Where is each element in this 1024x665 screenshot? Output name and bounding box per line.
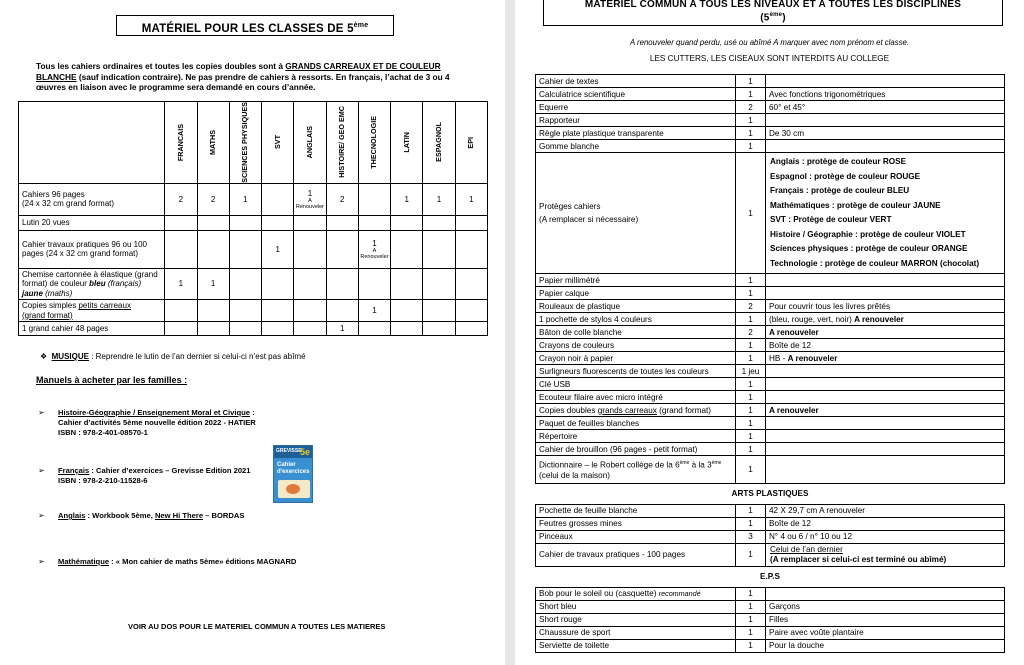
subject-header: FRANCAIS [165,102,197,184]
table-cell: 1 [262,230,294,268]
supply-qty: 1 [736,88,766,101]
subject-header: SVT [262,102,294,184]
see-back-note: VOIR AU DOS POUR LE MATERIEL COMMUN A TOUTES LES MATIERES [128,622,386,631]
supply-name: Règle plate plastique transparente [536,127,736,140]
supply-row [536,517,1005,530]
supply-note [766,443,1005,456]
protege-color-line: Français : protège de couleur BLEU [770,186,910,195]
table-cell [423,322,455,336]
table-cell [358,268,390,300]
supply-qty: 1 [736,600,766,613]
common-supplies-table [535,74,1005,653]
table-cell [262,300,294,322]
supply-name: Dictionnaire – le Robert collège de la 6ème à la 3ème (celui de la maison) [536,456,736,484]
supply-name: Paquet de feuilles blanches [536,417,736,430]
supply-row [536,88,1005,101]
supply-row [536,365,1005,378]
book-item-maths: ➢ Mathématique : « Mon cahier de maths 5ème» éditions MAGNARD [38,557,297,566]
supply-name: Equerre [536,101,736,114]
protege-color-line: Histoire / Géographie : protège de couleur VIOLET [770,229,966,239]
supply-note [766,456,1005,484]
table-cell [326,230,358,268]
supply-qty: 1 [736,274,766,287]
supply-qty: 1 [736,639,766,652]
table-cell [391,322,423,336]
supply-row [536,391,1005,404]
supply-name: Copies doubles grands carreaux (grand format) [536,404,736,417]
supply-note: N° 4 ou 6 / n° 10 ou 12 [766,530,1005,543]
book-item-francais: ➢ Français : Cahier d’exercices – Grevisse Edition 2021 ISBN : 978-2-210-11528-6 [38,466,251,485]
supply-qty: 1 [736,391,766,404]
table-cell: 1 [423,183,455,215]
table-cell [294,215,326,230]
supply-name: Pochette de feuille blanche [536,504,736,517]
table-cell [455,268,487,300]
section-heading: ARTS PLASTIQUES [536,483,1005,504]
supply-note: A renouveler [766,326,1005,339]
right-page [515,0,1024,665]
supply-note: HB - A renouveler [766,352,1005,365]
subject-header: EPI [455,102,487,184]
supply-name: Papier calque [536,287,736,300]
supply-name: Protèges cahiers (A remplacer si nécessaire) [536,153,736,274]
supply-row [536,456,1005,484]
supply-name: Gomme blanche [536,140,736,153]
forbidden-warning: LES CUTTERS, LES CISEAUX SONT INTERDITS AU COLLEGE [649,54,890,63]
supply-name: Rouleaux de plastique [536,300,736,313]
manuels-heading: Manuels à acheter par les familles : [36,375,188,385]
supply-qty: 1 [736,153,766,274]
supply-note [766,75,1005,88]
supply-note: Celui de l’an dernier (A remplacer si celui-ci est terminé ou abîmé) [766,543,1005,566]
supply-note [766,274,1005,287]
supply-qty: 1 [736,313,766,326]
supply-row [536,339,1005,352]
supply-name: Bâton de colle blanche [536,326,736,339]
supply-row [536,75,1005,88]
supply-qty: 1 [736,140,766,153]
supply-name: Serviette de toilette [536,639,736,652]
arrow-bullet-icon: ➢ [38,511,45,520]
table-cell [455,230,487,268]
supply-row [536,313,1005,326]
table-cell [326,215,358,230]
table-cell [294,268,326,300]
supply-row [536,430,1005,443]
intro-paragraph: Tous les cahiers ordinaires et toutes les copies doubles sont à GRANDS CARREAUX ET DE COULEUR BLANCHE (sauf indication contraire). Ne pas prendre de cahiers à ressorts. En français, l’achat de 3 ou 4 œuvres en liaison avec le programme sera demandé en cours d’année. [36,61,450,92]
table-cell: 1 [165,268,197,300]
subject-header: THECNOLOGIE [358,102,390,184]
supply-name: Crayons de couleurs [536,339,736,352]
table-row-label: Chemise cartonnée à élastique (grand format) de couleur bleu (français) jaune (maths) [19,268,165,300]
table-cell: 1 [455,183,487,215]
supply-qty: 1 [736,430,766,443]
table-cell [455,300,487,322]
table-row-label: 1 grand cahier 48 pages [19,322,165,336]
book-item-anglais: ➢ Anglais : Workbook 5ème, New Hi There – BORDAS [38,511,245,520]
table-cell [262,322,294,336]
supply-qty: 1 [736,456,766,484]
protege-color-line: Espagnol : protège de couleur ROUGE [770,171,921,181]
supply-qty: 1 [736,75,766,88]
table-cell [165,322,197,336]
supply-name: Ecouteur filaire avec micro intégré [536,391,736,404]
table-cell [262,183,294,215]
supply-note: Pour couvrir tous les livres prêtés [766,300,1005,313]
subject-header: SCIENCES PHYSIQUES [229,102,261,184]
table-cell: 1 [326,322,358,336]
table-corner-cell [19,102,165,184]
table-row-label: Copies simples petits carreaux (grand format) [19,300,165,322]
table-cell [262,215,294,230]
supply-qty: 2 [736,326,766,339]
protege-color-line: SVT : Protège de couleur VERT [770,215,892,224]
table-cell [229,300,261,322]
supply-note: A renouveler [766,404,1005,417]
table-row-label: Cahiers 96 pages (24 x 32 cm grand format) [19,183,165,215]
supply-row [536,404,1005,417]
supply-row [536,626,1005,639]
supply-name: Clé USB [536,378,736,391]
supply-name: Surligneurs fluorescents de toutes les couleurs [536,365,736,378]
supply-note: Boîte de 12 [766,339,1005,352]
protege-color-line: Anglais : protège de couleur ROSE [770,157,907,166]
supply-name: Pinceaux [536,530,736,543]
supply-note [766,430,1005,443]
supply-row [536,287,1005,300]
supply-row [536,114,1005,127]
supply-name: Crayon noir à papier [536,352,736,365]
supply-name: Chaussure de sport [536,626,736,639]
table-cell: 2 [165,183,197,215]
supply-name: Calculatrice scientifique [536,88,736,101]
supply-name: Short bleu [536,600,736,613]
section-eps [536,566,1005,587]
section-arts [536,483,1005,504]
supply-note: Avec fonctions trigonométriques [766,88,1005,101]
supply-row [536,326,1005,339]
protege-color-line: Technologie : protège de couleur MARRON (chocolat) [770,258,980,268]
supply-qty: 1 [736,417,766,430]
supply-name: Répertoire [536,430,736,443]
subject-header: ANGLAIS [294,102,326,184]
table-cell: 1 [197,268,229,300]
table-cell [294,322,326,336]
supply-row [536,587,1005,600]
supply-qty: 1 [736,352,766,365]
supply-row [536,443,1005,456]
supply-note: De 30 cm [766,127,1005,140]
table-cell: 2 [197,183,229,215]
supply-row [536,504,1005,517]
table-cell [391,230,423,268]
table-cell [165,215,197,230]
supply-qty: 1 [736,127,766,140]
table-cell [262,268,294,300]
supply-note [766,378,1005,391]
table-cell [326,268,358,300]
supply-row [536,274,1005,287]
supply-name: Cahier de travaux pratiques - 100 pages [536,543,736,566]
table-cell [423,268,455,300]
supply-qty: 1 [736,443,766,456]
supply-note: (bleu, rouge, vert, noir) A renouveler [766,313,1005,326]
supply-qty: 1 [736,543,766,566]
supply-qty: 3 [736,530,766,543]
supply-note [766,140,1005,153]
arrow-bullet-icon: ➢ [38,408,45,417]
supply-name: Cahier de brouillon (96 pages - petit format) [536,443,736,456]
section-heading: E.P.S [536,566,1005,587]
supply-note [766,365,1005,378]
supply-name: Feutres grosses mines [536,517,736,530]
diamond-bullet-icon: ❖ [40,352,48,361]
supply-note [766,287,1005,300]
table-cell [358,322,390,336]
table-cell [423,230,455,268]
supply-note: Pour la douche [766,639,1005,652]
table-cell [165,300,197,322]
table-cell [197,230,229,268]
subjects-table [18,101,488,336]
supply-name: 1 pochette de stylos 4 couleurs [536,313,736,326]
table-row-label: Cahier travaux pratiques 96 ou 100 pages (24 x 32 cm grand format) [19,230,165,268]
supply-note [766,153,1005,274]
supply-row [536,600,1005,613]
supply-qty: 1 [736,517,766,530]
arrow-bullet-icon: ➢ [38,557,45,566]
table-cell [197,300,229,322]
supply-row [536,101,1005,114]
supply-row [536,352,1005,365]
supply-note: Garçons [766,600,1005,613]
page-title: MATÉRIEL POUR LES CLASSES DE 5ème [116,15,394,36]
supply-qty: 1 [736,504,766,517]
table-cell [423,300,455,322]
supply-note: 60° et 45° [766,101,1005,114]
table-cell [391,300,423,322]
supply-note [766,417,1005,430]
supply-qty: 1 [736,287,766,300]
supply-name: Short rouge [536,613,736,626]
table-row-label: Lutin 20 vues [19,215,165,230]
table-cell [391,215,423,230]
table-cell [229,322,261,336]
table-cell [358,183,390,215]
supply-row [536,613,1005,626]
left-page [0,0,505,665]
supply-note: Paire avec voûte plantaire [766,626,1005,639]
table-cell [197,322,229,336]
subject-header: HISTOIRE/ GEO EMC [326,102,358,184]
supply-note: Filles [766,613,1005,626]
supply-row [536,530,1005,543]
supply-note [766,587,1005,600]
table-cell [197,215,229,230]
table-cell: 2 [326,183,358,215]
supply-qty: 1 [736,587,766,600]
supply-note [766,114,1005,127]
supply-row [536,639,1005,652]
supply-qty: 1 [736,378,766,391]
supply-row [536,300,1005,313]
table-cell [229,230,261,268]
subject-header: ESPAGNOL [423,102,455,184]
table-cell: 1 [229,183,261,215]
supply-name: Papier millimétré [536,274,736,287]
supply-row [536,417,1005,430]
table-cell: 1 [358,300,390,322]
table-cell: 1 A Renouveler [358,230,390,268]
table-cell [229,268,261,300]
musique-note: ❖ MUSIQUE : Reprendre le lutin de l’an dernier si celui-ci n’est pas abîmé [40,352,306,361]
table-cell [294,230,326,268]
table-cell [423,215,455,230]
table-cell [455,215,487,230]
supply-name: Cahier de textes [536,75,736,88]
common-title: MATERIEL COMMUN A TOUS LES NIVEAUX ET A TOUTES LES DISCIPLINES (5ème) [543,0,1003,26]
supply-qty: 2 [736,300,766,313]
supply-qty: 2 [736,101,766,114]
supply-qty: 1 [736,404,766,417]
supply-row [536,140,1005,153]
renew-note: A renouveler quand perdu, usé ou abîmé A marquer avec nom prénom et classe. [629,38,910,47]
table-cell [326,300,358,322]
table-cell [391,268,423,300]
supply-qty: 1 jeu [736,365,766,378]
supply-qty: 1 [736,613,766,626]
protege-color-line: Mathématiques : protège de couleur JAUNE [770,200,941,210]
subject-header: LATIN [391,102,423,184]
table-cell [455,322,487,336]
protege-color-line: Sciences physiques : protège de couleur ORANGE [770,244,968,253]
table-cell: 1 A Renouveler [294,183,326,215]
subject-header: MATHS [197,102,229,184]
supply-qty: 1 [736,626,766,639]
table-cell [358,215,390,230]
book-item-histoire: ➢ Histoire-Géographie / Enseignement Moral et Civique : Cahier d’activités 5ème nouvelle édition 2022 - HATIER ISBN : 978-2-401-08570-1 [38,408,256,437]
supply-name: Rapporteur [536,114,736,127]
table-cell [165,230,197,268]
supply-qty: 1 [736,114,766,127]
supply-row [536,378,1005,391]
supply-qty: 1 [736,339,766,352]
supply-row [536,127,1005,140]
supply-row [536,543,1005,566]
table-cell [294,300,326,322]
table-cell [229,215,261,230]
supply-name: Bob pour le soleil ou (casquette) recommandé [536,587,736,600]
supply-row [536,153,1005,274]
supply-note [766,391,1005,404]
supply-note: 42 X 29,7 cm A renouveler [766,504,1005,517]
arrow-bullet-icon: ➢ [38,466,45,475]
grevisse-book-cover: GREVISSE 5e Cahier d'exercices [273,445,313,503]
table-cell: 1 [391,183,423,215]
supply-note: Boîte de 12 [766,517,1005,530]
